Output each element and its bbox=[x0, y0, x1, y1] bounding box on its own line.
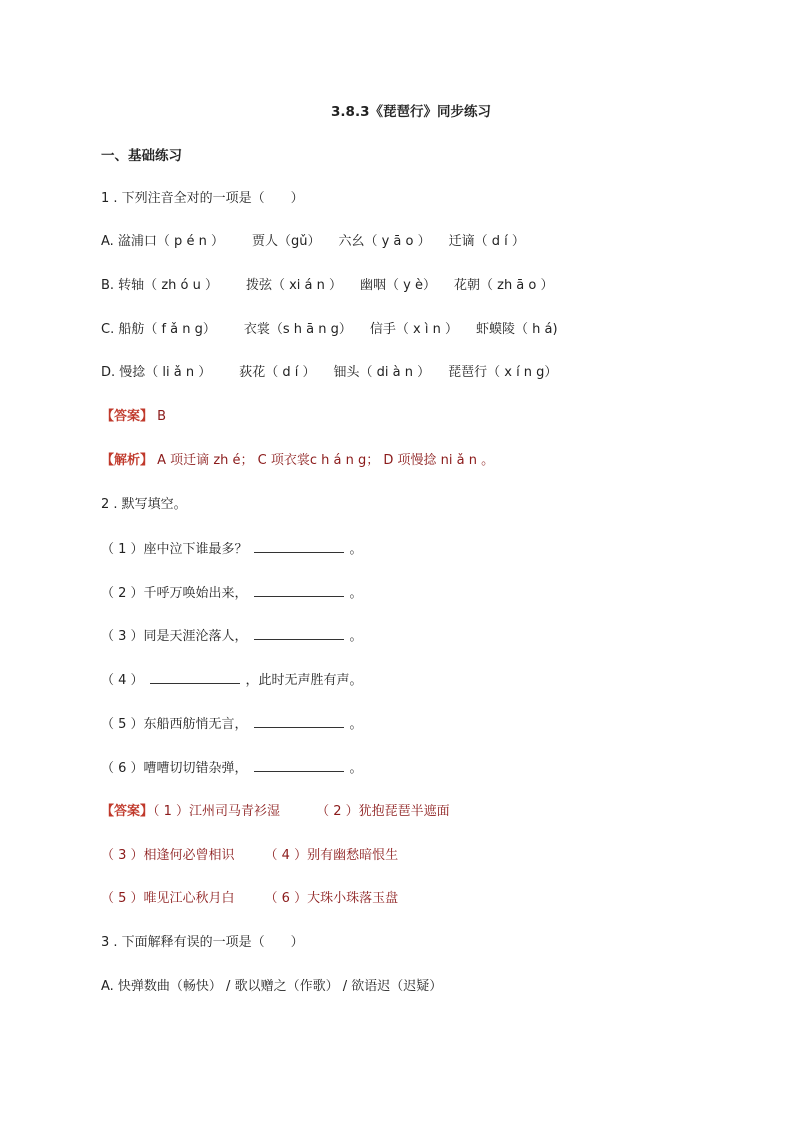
option-c-item: 虾蟆陵（ h á) bbox=[475, 322, 558, 337]
answer-blank bbox=[254, 540, 344, 553]
answer-blank bbox=[254, 584, 344, 597]
question-1-option-d bbox=[101, 364, 557, 382]
fill-blank-item bbox=[101, 584, 363, 603]
fill-blank-prompt: （ 6 ）嘈嘈切切错杂弹， bbox=[101, 761, 248, 776]
answer-blank bbox=[254, 715, 344, 728]
fill-blank-suffix: 。 bbox=[349, 629, 363, 644]
question-1-option-c bbox=[101, 321, 558, 339]
answer-tag: 【答案】 bbox=[101, 804, 154, 819]
analysis-text: A 项迁谪 zh é； C 项衣裳c h á n g； D 项慢捻 ni ǎ n 。 bbox=[157, 453, 495, 468]
answer-text: （ 1 ）江州司马青衫湿 bbox=[153, 804, 281, 819]
option-c-item: 衣裳（s h ā n g） bbox=[243, 322, 352, 337]
option-d-item: 琵琶行（ x í n g） bbox=[448, 365, 558, 380]
question-1-analysis bbox=[101, 452, 494, 470]
question-1-answer bbox=[101, 408, 166, 426]
fill-blank-item bbox=[101, 759, 363, 778]
answer-text: （ 5 ）唯见江心秋月白 bbox=[101, 891, 235, 906]
fill-blank-item bbox=[101, 540, 363, 559]
question-3-stem: 3 . 下面解释有误的一项是（ ） bbox=[101, 935, 304, 950]
page-title: 3.8.3《琵琶行》同步练习 bbox=[331, 104, 491, 120]
option-b-item: B. 转轴（ zh ó u ） bbox=[101, 278, 218, 293]
answer-text: B bbox=[157, 409, 167, 424]
fill-blank-suffix: 。 bbox=[349, 542, 363, 557]
option-d-item: 荻花（ d í ） bbox=[239, 365, 316, 380]
answer-text: （ 3 ）相逢何必曾相识 bbox=[101, 848, 235, 863]
question-2-answer-row bbox=[101, 890, 398, 908]
fill-blank-suffix: 。 bbox=[349, 586, 363, 601]
question-2-stem: 2 . 默写填空。 bbox=[101, 497, 187, 512]
option-b-item: 幽咽（ y è） bbox=[360, 278, 436, 293]
fill-blank-item bbox=[101, 671, 363, 690]
question-1-option-b bbox=[101, 277, 554, 295]
question-3-option-a: A. 快弹数曲（畅快） / 歌以赠之（作歌） / 欲语迟（迟疑） bbox=[101, 979, 443, 994]
option-b-item: 拨弦（ xi á n ） bbox=[245, 278, 343, 293]
option-a-item: 六幺（ y ā o ） bbox=[338, 234, 431, 249]
option-b-item: 花朝（ zh ā o ） bbox=[453, 278, 554, 293]
question-1-option-a bbox=[101, 233, 525, 251]
fill-blank-prompt: （ 4 ） bbox=[101, 673, 144, 688]
option-c-item: C. 船舫（ f ǎ n g） bbox=[101, 322, 216, 337]
fill-blank-item bbox=[101, 715, 363, 734]
answer-text: （ 2 ）犹抱琵琶半遮面 bbox=[316, 804, 450, 819]
question-1-stem: 1 . 下列注音全对的一项是（ ） bbox=[101, 191, 304, 206]
option-a-item: 迁谪（ d í ） bbox=[448, 234, 525, 249]
answer-text: （ 4 ）别有幽愁暗恨生 bbox=[264, 848, 399, 863]
analysis-tag: 【解析】 bbox=[101, 453, 154, 468]
answer-blank bbox=[254, 627, 344, 640]
question-2-answer-row bbox=[101, 803, 450, 821]
question-2-answer-row bbox=[101, 847, 398, 865]
answer-tag: 【答案】 bbox=[101, 409, 154, 424]
fill-blank-prompt: （ 5 ）东船西舫悄无言， bbox=[101, 717, 248, 732]
option-d-item: D. 慢捻（ li ǎ n ） bbox=[101, 365, 212, 380]
fill-blank-suffix: 。 bbox=[349, 761, 363, 776]
section-heading: 一、基础练习 bbox=[101, 148, 182, 164]
fill-blank-prompt: （ 3 ）同是天涯沦落人， bbox=[101, 629, 248, 644]
option-c-item: 信手（ x ì n ） bbox=[369, 322, 458, 337]
option-a-item: 贾人（gǔ） bbox=[251, 234, 321, 249]
fill-blank-suffix: 。 bbox=[349, 717, 363, 732]
fill-blank-suffix: ，此时无声胜有声。 bbox=[245, 673, 363, 688]
option-a-item: A. 湓浦口（ p é n ） bbox=[101, 234, 224, 249]
fill-blank-prompt: （ 2 ）千呼万唤始出来， bbox=[101, 586, 248, 601]
answer-blank bbox=[150, 671, 240, 684]
option-d-item: 钿头（ di à n ） bbox=[333, 365, 431, 380]
fill-blank-item bbox=[101, 627, 363, 646]
answer-blank bbox=[254, 759, 344, 772]
answer-text: （ 6 ）大珠小珠落玉盘 bbox=[264, 891, 399, 906]
fill-blank-prompt: （ 1 ）座中泣下谁最多？ bbox=[101, 542, 248, 557]
